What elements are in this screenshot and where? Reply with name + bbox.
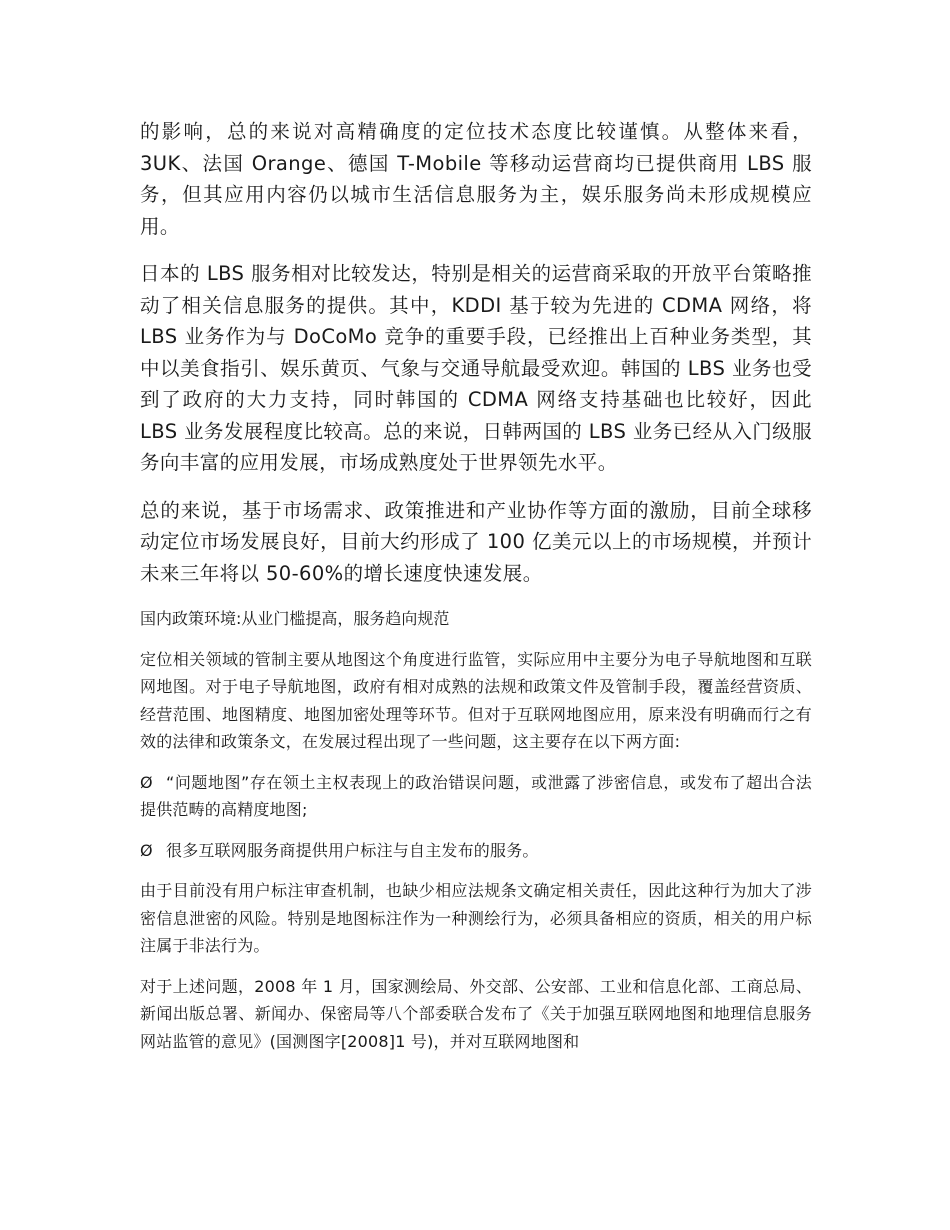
paragraph-annotation-risk: 由于目前没有用户标注审查机制，也缺少相应法规条文确定相关责任，因此这种行为加大了涉密信息泄密的风险。特别是地图标注作为一种测绘行为，必须具备相应的资质，相关的用户标注属于非法行为。 <box>140 881 812 955</box>
paragraph-japan-korea-lbs: 日本的 LBS 服务相对比较发达，特别是相关的运营商采取的开放平台策略推动了相关信息服务的提供。其中，KDDI 基于较为先进的 CDMA 网络，将 LBS 业务作为与 DoCoMo 竞争的重要手段，已经推出上百种业务类型，其中以美食指引、娱乐黄页、气象与交通导航最受欢迎。韩国的 LBS 业务也受到了政府的大力支持，同时韩国的 CDMA 网络支持基础也比较好，因此 LBS 业务发展程度比较高。总的来说，日韩两国的 LBS 业务已经从入门级服务向丰富的应用发展，市场成熟度处于世界领先水平。 <box>140 262 812 474</box>
paragraph-2008-policy: 对于上述问题，2008 年 1 月，国家测绘局、外交部、公安部、工业和信息化部、工商总局、新闻出版总署、新闻办、保密局等八个部委联合发布了《关于加强互联网地图和地理信息服务网站监管的意见》(国测图字[2008]1 号)，并对互联网地图和 <box>140 976 812 1051</box>
document-page <box>140 116 812 1068</box>
bullet-item-problem-maps <box>140 769 812 824</box>
bullet-arrow-icon: Ø <box>140 840 153 860</box>
bullet-text: 很多互联网服务商提供用户标注与自主发布的服务。 <box>166 840 539 860</box>
bullet-item-user-annotation <box>140 837 812 865</box>
paragraph-europe-lbs: 的影响，总的来说对高精确度的定位技术态度比较谨慎。从整体来看，3UK、法国 Orange、德国 T-Mobile 等移动运营商均已提供商用 LBS 服务，但其应用内容仍以城市生活信息服务为主，娱乐服务尚未形成规模应用。 <box>140 120 812 238</box>
paragraph-regulation-intro: 定位相关领域的管制主要从地图这个角度进行监管，实际应用中主要分为电子导航地图和互联网地图。对于电子导航地图，政府有相对成熟的法规和政策文件及管制手段，覆盖经营资质、经营范围、地图精度、地图加密处理等环节。但对于互联网地图应用，原来没有明确而行之有效的法律和政策条文，在发展过程出现了一些问题，这主要存在以下两方面: <box>140 649 812 751</box>
paragraph-global-market: 总的来说，基于市场需求、政策推进和产业协作等方面的激励，目前全球移动定位市场发展良好，目前大约形成了 100 亿美元以上的市场规模，并预计未来三年将以 50-60%的增长速度快速发展。 <box>140 498 812 585</box>
bullet-text: “问题地图”存在领土主权表现上的政治错误问题，或泄露了涉密信息，或发布了超出合法提供范畴的高精度地图; <box>140 772 812 819</box>
bullet-arrow-icon: Ø <box>140 772 153 792</box>
section-heading: 国内政策环境:从业门槛提高，服务趋向规范 <box>140 609 450 628</box>
